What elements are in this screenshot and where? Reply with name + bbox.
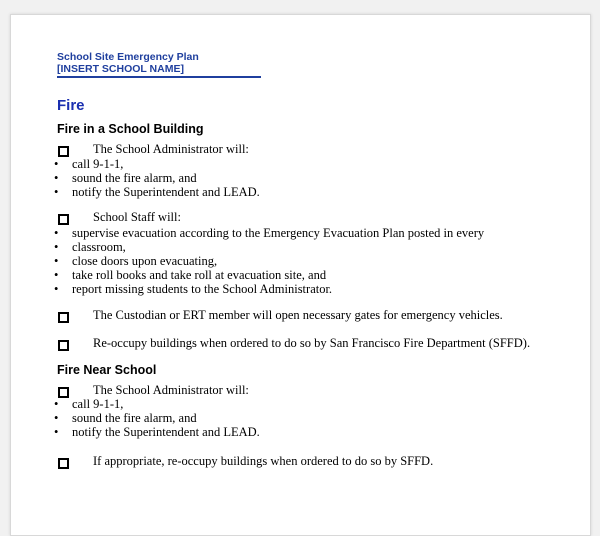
item-text: If appropriate, re-occupy buildings when ordered to do so by SFFD. bbox=[93, 454, 434, 468]
document-header bbox=[57, 51, 261, 78]
school-name-placeholder: [INSERT SCHOOL NAME] bbox=[57, 63, 184, 75]
bullet-item: • sound the fire alarm, and bbox=[54, 411, 260, 425]
bullet-list bbox=[54, 157, 260, 199]
bullet-list bbox=[54, 226, 484, 296]
checkbox-icon bbox=[58, 214, 69, 225]
item-text: The School Administrator will: bbox=[93, 383, 249, 397]
checkbox-icon bbox=[58, 312, 69, 323]
item-text: School Staff will: bbox=[93, 210, 181, 224]
bullet-item: • report missing students to the School Administrator. bbox=[54, 282, 484, 296]
bullet-continuation: • classroom, bbox=[54, 240, 484, 254]
section-heading-fire-near-school: Fire Near School bbox=[57, 363, 157, 377]
bullet-item: • notify the Superintendent and LEAD. bbox=[54, 185, 260, 199]
bullet-item: • sound the fire alarm, and bbox=[54, 171, 260, 185]
bullet-item: • call 9-1-1, bbox=[54, 157, 260, 171]
bullet-item: • call 9-1-1, bbox=[54, 397, 260, 411]
section-heading-fire-in-building: Fire in a School Building bbox=[57, 122, 204, 136]
bullet-item: • supervise evacuation according to the Emergency Evacuation Plan posted in every bbox=[54, 226, 484, 240]
bullet-list bbox=[54, 397, 260, 439]
checkbox-icon bbox=[58, 458, 69, 469]
bullet-item: • take roll books and take roll at evacuation site, and bbox=[54, 268, 484, 282]
checkbox-icon bbox=[58, 340, 69, 351]
checkbox-icon bbox=[58, 146, 69, 157]
item-text: The School Administrator will: bbox=[93, 142, 249, 156]
item-text: The Custodian or ERT member will open necessary gates for emergency vehicles. bbox=[93, 308, 503, 322]
bullet-item: • notify the Superintendent and LEAD. bbox=[54, 425, 260, 439]
page-title: Fire bbox=[57, 97, 85, 114]
bullet-item: • close doors upon evacuating, bbox=[54, 254, 484, 268]
item-text: Re-occupy buildings when ordered to do so by San Francisco Fire Department (SFFD). bbox=[93, 336, 531, 350]
plan-title: School Site Emergency Plan bbox=[57, 51, 199, 63]
